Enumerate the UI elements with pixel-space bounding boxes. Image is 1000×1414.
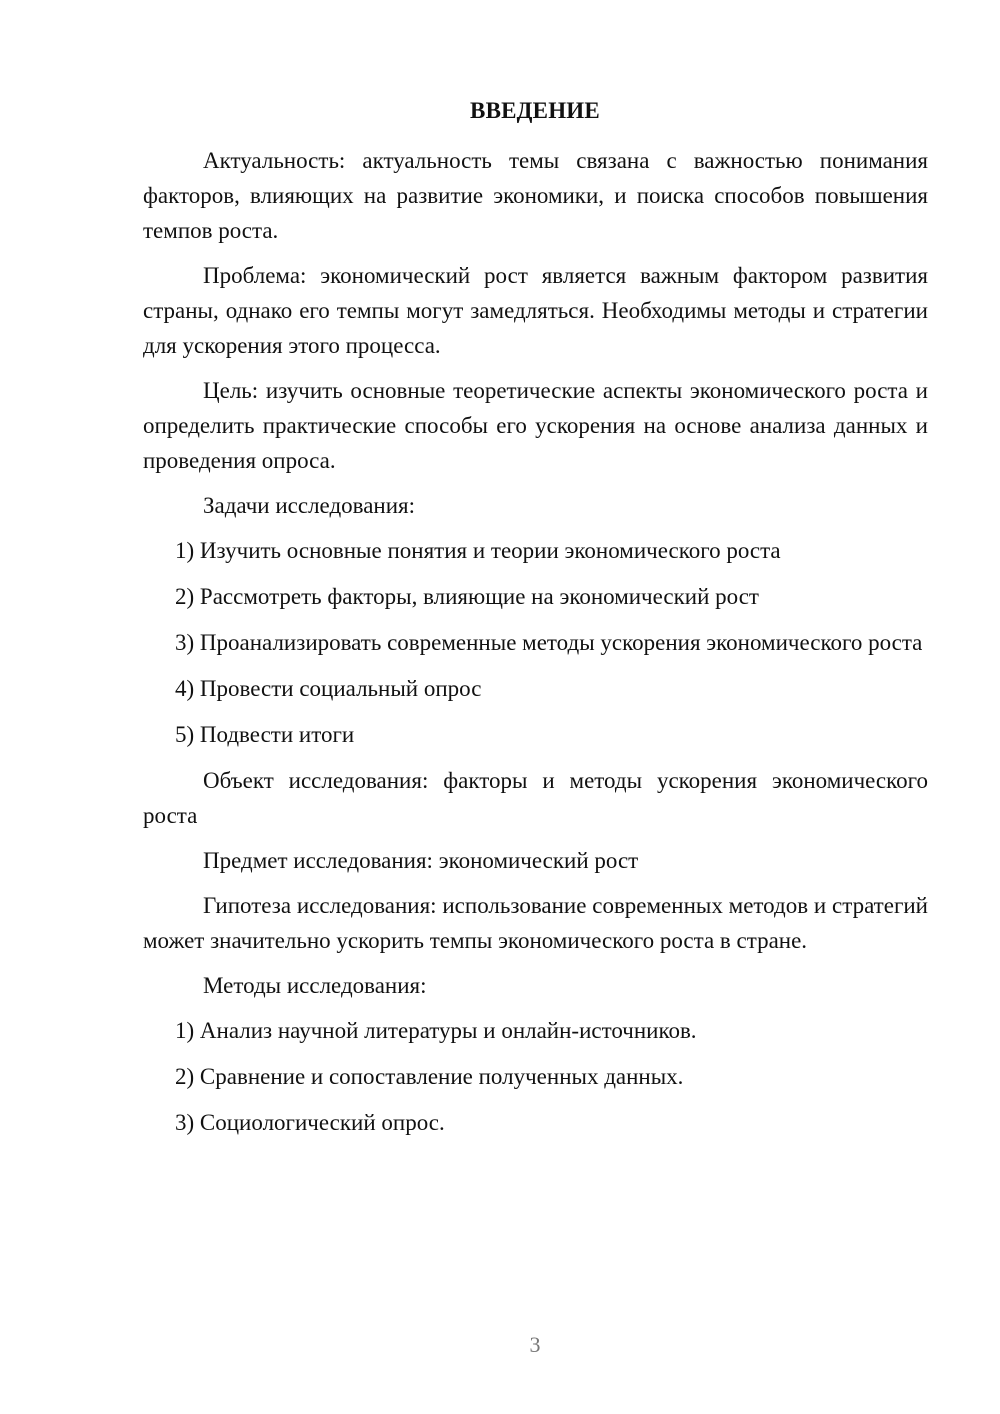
methods-heading: Методы исследования:	[203, 973, 427, 998]
object-paragraph: Объект исследования: факторы и методы ускорения экономического роста	[143, 768, 928, 828]
task-item-5: 5) Подвести итоги	[175, 722, 355, 747]
problem-paragraph: Проблема: экономический рост является важным фактором развития страны, однако его темпы могут замедляться. Необходимы методы и стратегии для ускорения этого процесса.	[143, 263, 928, 358]
hypothesis-paragraph: Гипотеза исследования: использование современных методов и стратегий может значительно ускорить темпы экономического роста в стране.	[143, 893, 928, 953]
page-number: 3	[529, 1332, 541, 1357]
method-item-2: 2) Сравнение и сопоставление полученных данных.	[175, 1064, 684, 1089]
document-body	[143, 143, 928, 1151]
task-item-1: 1) Изучить основные понятия и теории экономического роста	[175, 538, 781, 563]
task-item-2: 2) Рассмотреть факторы, влияющие на экономический рост	[175, 584, 759, 609]
task-item-4: 4) Провести социальный опрос	[175, 676, 482, 701]
method-item-3: 3) Социологический опрос.	[175, 1110, 445, 1135]
tasks-heading: Задачи исследования:	[203, 493, 416, 518]
section-title: ВВЕДЕНИЕ	[470, 98, 600, 123]
method-item-1: 1) Анализ научной литературы и онлайн-источников.	[175, 1018, 697, 1043]
task-item-3: 3) Проанализировать современные методы ускорения экономического роста	[175, 630, 923, 655]
relevance-paragraph: Актуальность: актуальность темы связана с важностью понимания факторов, влияющих на развитие экономики, и поиска способов повышения темпов роста.	[143, 148, 928, 243]
goal-paragraph: Цель: изучить основные теоретические аспекты экономического роста и определить практические способы его ускорения на основе анализа данных и проведения опроса.	[143, 378, 928, 473]
subject-paragraph: Предмет исследования: экономический рост	[203, 848, 639, 873]
